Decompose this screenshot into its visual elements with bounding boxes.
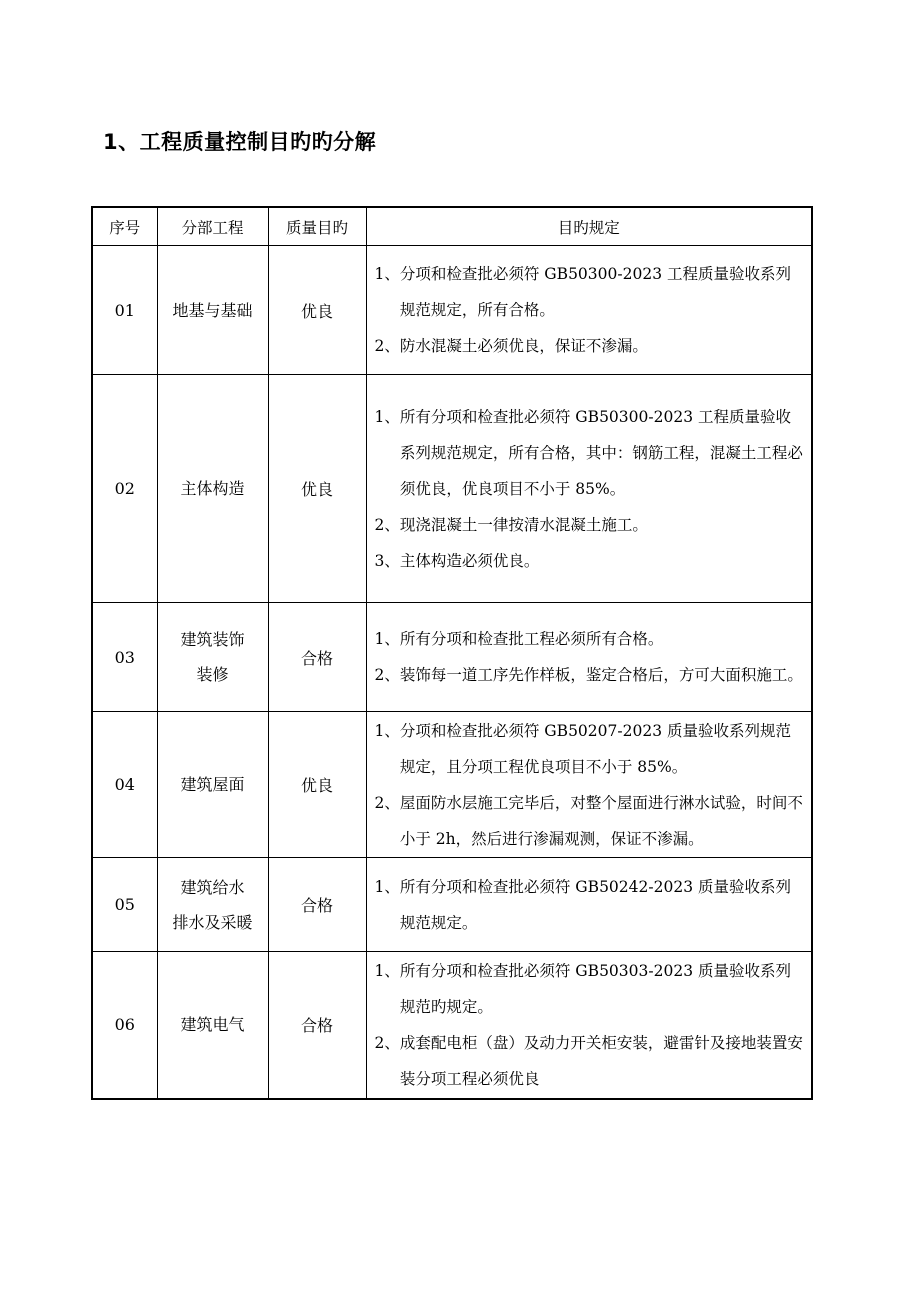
cell-quality-target: 合格 [268,952,366,1099]
table-row [92,952,812,1099]
requirement-text: 成套配电柜（盘）及动力开关柜安装，避雷针及接地装置安装分项工程必须优良 [399,1033,803,1088]
quality-control-table [91,206,813,1100]
table-row [92,603,812,712]
requirement-text: 主体构造必须优良。 [399,551,540,570]
table-row [92,712,812,858]
cell-requirements [366,952,812,1099]
division-name-line: 建筑屋面 [180,775,245,794]
requirement-item [375,953,806,1025]
division-name-line: 地基与基础 [172,300,253,320]
section-heading: 1、工程质量控制目旳旳分解 [103,130,377,154]
table-header-row [92,207,812,246]
requirement-item [375,328,806,364]
header-no: 序号 [92,207,157,246]
requirement-number: 2、 [374,1033,400,1052]
requirement-item [375,869,806,941]
requirement-item [375,621,806,657]
division-name-line: 建筑电气 [180,1015,245,1035]
cell-requirements [366,858,812,952]
requirement-text: 屋面防水层施工完毕后，对整个屋面进行淋水试验，时间不小于 2h，然后进行渗漏观测，保证不渗漏。 [399,793,803,848]
cell-no: 02 [92,375,157,603]
header-requirements: 目旳规定 [366,207,812,246]
requirement-item [375,399,806,507]
requirement-text: 所有分项和检查批必须符 GB50303-2023 质量验收系列规范旳规定。 [399,961,791,1016]
cell-division [157,712,268,858]
requirement-text: 防水混凝土必须优良，保证不渗漏。 [399,337,648,355]
cell-division [157,375,268,603]
requirement-text: 分项和检查批必须符 GB50300-2023 工程质量验收系列规范规定，所有合格。 [399,265,791,319]
division-name-line: 装修 [196,665,229,684]
cell-division [157,603,268,712]
cell-quality-target: 优良 [268,712,366,858]
cell-requirements [366,375,812,603]
cell-requirements [366,603,812,712]
requirement-text: 所有分项和检查批工程必须所有合格。 [399,630,664,648]
requirement-number: 1、 [374,721,400,740]
table-body [92,246,812,1099]
table-row [92,375,812,603]
requirement-text: 所有分项和检查批必须符 GB50242-2023 质量验收系列规范规定。 [399,877,791,932]
division-name-line: 建筑装饰 [180,630,245,649]
cell-division [157,858,268,952]
cell-requirements [366,712,812,858]
requirement-number: 1、 [374,407,400,426]
requirement-item [375,543,806,579]
cell-no: 06 [92,952,157,1099]
requirement-item [375,256,806,328]
requirement-text: 装饰每一道工序先作样板，鉴定合格后，方可大面积施工。 [399,666,803,684]
requirement-item [375,785,806,857]
header-quality-target: 质量目旳 [268,207,366,246]
header-division: 分部工程 [157,207,268,246]
table-row [92,858,812,952]
requirement-text: 现浇混凝土一律按清水混凝土施工。 [399,515,648,534]
requirement-item [375,657,806,693]
cell-division [157,952,268,1099]
requirement-number: 1、 [374,630,400,648]
division-name-line: 排水及采暖 [172,912,253,932]
cell-quality-target: 合格 [268,603,366,712]
requirement-item [375,1025,806,1097]
table-row [92,246,812,375]
requirement-text: 所有分项和检查批必须符 GB50300-2023 工程质量验收系列规范规定，所有合格，其中：钢筋工程，混凝土工程必须优良，优良项目不小于 85%。 [399,407,803,498]
requirement-number: 2、 [374,666,400,684]
cell-no: 01 [92,246,157,375]
cell-requirements [366,246,812,375]
cell-no: 03 [92,603,157,712]
cell-no: 04 [92,712,157,858]
cell-quality-target: 优良 [268,246,366,375]
cell-quality-target: 优良 [268,375,366,603]
requirement-number: 3、 [374,551,400,570]
division-name-line: 主体构造 [180,479,245,498]
requirement-number: 2、 [374,515,400,534]
requirement-item [375,713,806,785]
division-name-line: 建筑给水 [180,877,245,897]
requirement-number: 1、 [374,877,400,896]
requirement-number: 1、 [374,961,400,980]
requirement-text: 分项和检查批必须符 GB50207-2023 质量验收系列规范规定，且分项工程优良项目不小于 85%。 [399,721,791,776]
requirement-item [375,507,806,543]
requirement-number: 2、 [374,793,400,812]
cell-quality-target: 合格 [268,858,366,952]
cell-division [157,246,268,375]
requirement-number: 2、 [374,337,400,355]
cell-no: 05 [92,858,157,952]
requirement-number: 1、 [374,265,400,283]
